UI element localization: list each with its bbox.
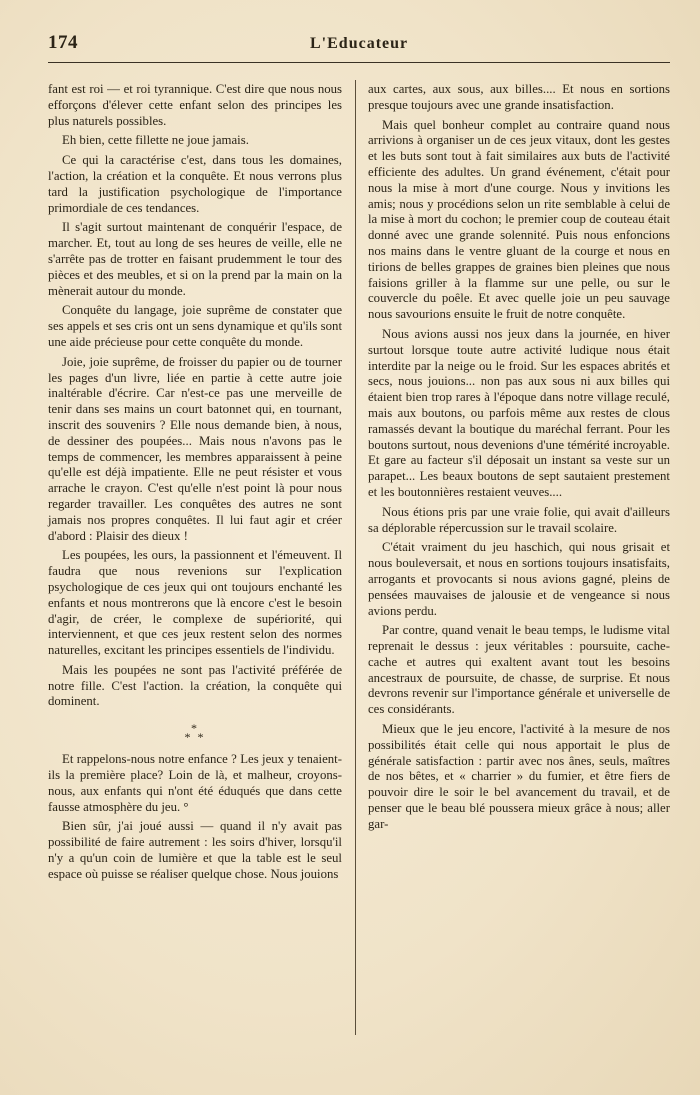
paragraph: Mais quel bonheur complet au contraire quand nous arrivions à organiser un de ces jeux vitaux, dont les gestes et les buts sont tout à fait similaires aux buts de l'activité efficiente des adultes. Un grand événement, c'était pour nous la mise à mort d'une courge. Nous y invitions les amis; nous y procédions selon un rite semblable à celui de la mise à mort du cochon; le premier coup de couteau était donné avec une grande solennité. Puis nous enfoncions nos mains dans le ventre gluant de la courge et nous en tirions de belles grappes de graines bien pleines que nous faisions griller à la flamme sur une pelle, ou sur le couvercle du poêle. Et avec quelle joie un peu sauvage nous savourions ensuite le fruit de notre conquête. <box>368 117 670 322</box>
section-separator: * * * <box>184 721 206 745</box>
right-column <box>368 82 670 837</box>
page-header <box>48 30 670 63</box>
journal-title: L'Educateur <box>310 35 409 52</box>
paragraph: Eh bien, cette fillette ne joue jamais. <box>62 133 249 148</box>
paragraph: Joie, joie suprême, de froisser du papier ou de tourner les pages d'un livre, liée en partie à cette autre joie inaltérable d'écrire. Car n'est-ce pas une merveille de tenir dans ses mains un court batonnet qui, en tournant, inscrit des souvenirs ? Elle nous demande bien, à nous, de dessiner des poupées... Mais nous n'avons pas le temps de commencer, les membres apparaissent à peine qu'elle est déjà impatiente. Elle ne peut résister et vous arrache le crayon. C'est qu'elle n'est point là pour nous regarder travailler. Les conquêtes des autres ne sont jamais nos propres conquêtes. Il lui faut agir et créer d'abord : Plaisir des dieux ! <box>48 354 342 543</box>
paragraph: Et rappelons-nous notre enfance ? Les jeux y tenaient-ils la première place? Loin de là, et malheur, croyons-nous, aux enfants qui n'ont été éduqués que dans cette fausse atmosphère du jeu. ° <box>48 752 342 814</box>
paragraph: Mieux que le jeu encore, l'activité à la mesure de nos possibilités était celle qui nous apportait le plus de générale satisfaction : partir avec nos ânes, seuls, maîtres de nos bêtes, et « charrier » du fumier, et être fiers de pouvoir dire le soir le bel avancement du travail, et de penser que le beau blé poussera mieux grâce à nous; aller gar- <box>368 722 670 831</box>
paragraph: Ce qui la caractérise c'est, dans tous les domaines, l'action, la création et la conquête. Et nous verrons plus tard la justification psychologique de l'importance primordiale de ces tendances. <box>48 153 342 215</box>
paragraph: Nous avions aussi nos jeux dans la journée, en hiver surtout lorsque toute autre activité ludique nous était interdite par la neige ou le froid. Sur les espaces abrités et secs, nous jouions... non pas aux sous ni aux billes qui étaient bien trop rares à l'époque dans notre village reculé, mais aux boutons, ou parfois même aux restes de clous ramassés devant la boutique du maréchal ferrant. Pour les boutons surtout, nous devenions d'une témérité incroyable. Et gare au facteur s'il déposait un instant sa veste sur un parapet... Les beaux boutons de sept sautaient prestement et les boutonnières restaient veuves.... <box>368 326 670 499</box>
paragraph: Les poupées, les ours, la passionnent et l'émeuvent. Il faudra que nous revenions sur l'explication psychologique de ces jeux qui ont toujours enchanté les enfants et nous montrerons que là encore c'est le besoin d'agir, de créer, le complexe de supériorité, qui interviennent, et que ces jeux restent selon des normes naturelles, excitant les principes essentiels de l'individu. <box>48 548 342 658</box>
page-number: 174 <box>48 32 78 53</box>
left-column <box>48 82 342 887</box>
paragraph: Par contre, quand venait le beau temps, le ludisme vital reprenait le dessus : jeux véritables : poursuite, cache-cache et autres qui exaltent avant tout les besoins ancestraux de poursuite, de chasse, de surprise. Et nous devrons revenir sur l'importance générale et universelle de ces considérants. <box>368 623 670 717</box>
paragraph: fant est roi — et roi tyrannique. C'est dire que nous nous efforçons d'élever cette enfant selon des principes les plus naturels possibles. <box>48 82 342 128</box>
paragraph: Bien sûr, j'ai joué aussi — quand il n'y avait pas possibilité de faire autrement : les soirs d'hiver, lorsqu'il n'y a qu'un coin de lumière et que la table est le seul espace où puisse se réaliser quelque chose. Nous jouions <box>48 819 342 881</box>
column-divider <box>355 80 356 1035</box>
paragraph: C'était vraiment du jeu haschich, qui nous grisait et nous bouleversait, et nous en sortions toujours insatisfaits, arrogants et provocants si nous avions gagné, pleins de pensées mauvaises de jalousie et de vengeance si nous avions perdu. <box>368 540 670 618</box>
paragraph: aux cartes, aux sous, aux billes.... Et nous en sortions presque toujours avec une grande insatisfaction. <box>368 82 670 112</box>
paragraph: Nous étions pris par une vraie folie, qui avait d'ailleurs sa déplorable répercussion sur le travail scolaire. <box>368 504 670 535</box>
paragraph: Il s'agit surtout maintenant de conquérir l'espace, de marcher. Et, tout au long de ses heures de veille, elle ne s'arrête pas de trotter en faisant prudemment le tour des pièces et des meubles, et si on la prend par la main on la mènerait autour du monde. <box>48 220 342 298</box>
paragraph: Conquête du langage, joie suprême de constater que ses appels et ses cris ont un sens dynamique et qu'ils sont une aide précieuse pour cette conquête du monde. <box>48 303 342 349</box>
paragraph: Mais les poupées ne sont pas l'activité préférée de notre fille. C'est l'action. la création, la conquête qui dominent. <box>48 662 342 709</box>
